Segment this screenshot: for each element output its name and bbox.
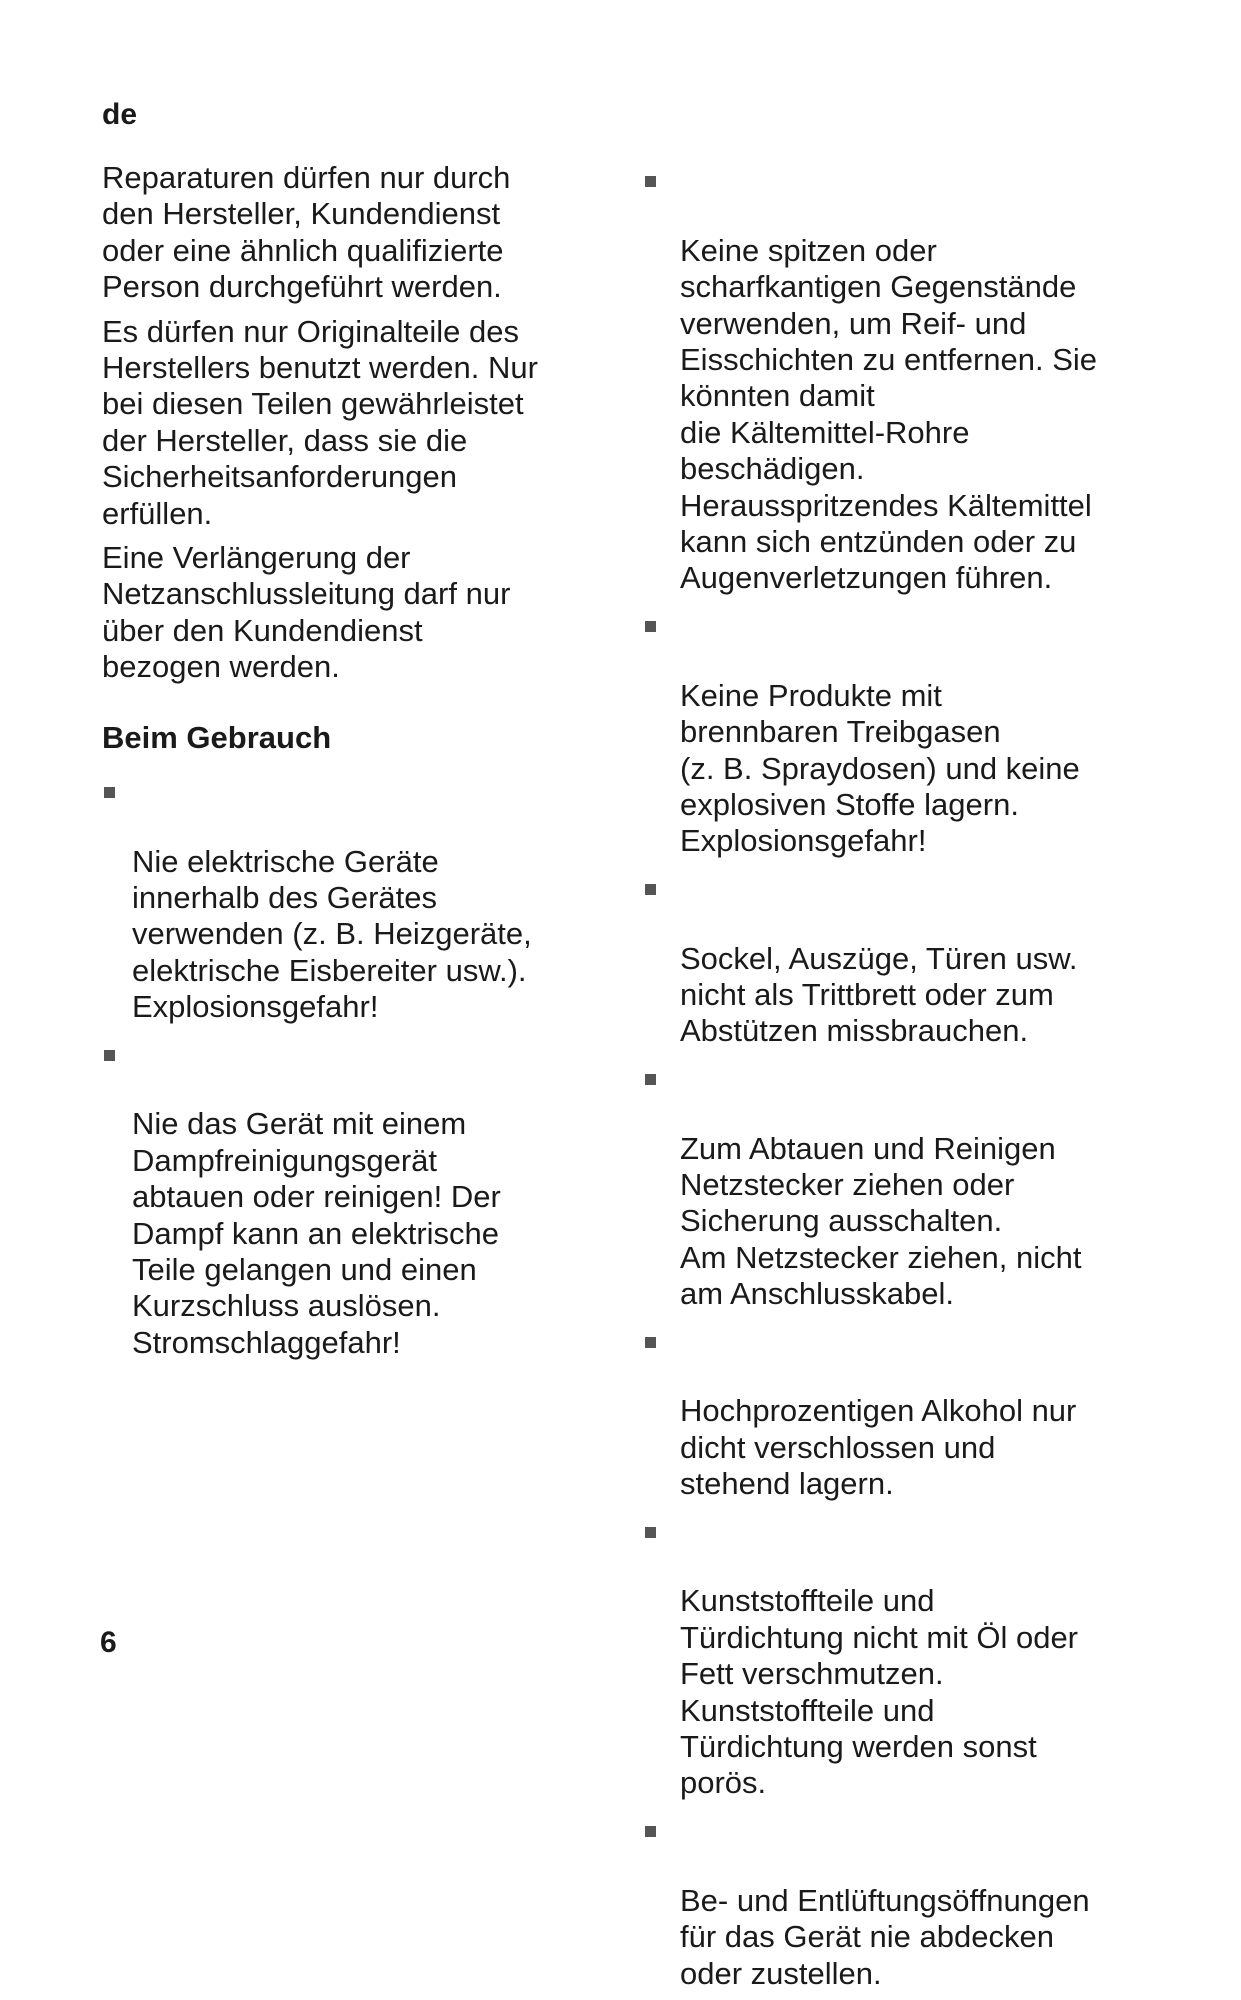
section-heading: Beim Gebrauch [102,719,332,755]
list-item-text: Be- und Entlüftungsöffnungen für das Gerät nie abdecken oder zustellen. [680,1882,1090,1991]
bullet-list-right [643,160,1173,1992]
list-item-text: Sockel, Auszüge, Türen usw. nicht als Trittbrett oder zum Abstützen missbrauchen. [680,940,1078,1049]
bullet-square-icon [645,1337,656,1348]
bullet-square-icon [104,1050,115,1061]
bullet-square-icon [645,1826,656,1837]
bullet-square-icon [645,1527,656,1538]
list-item-text: Hochprozentigen Alkohol nur dicht verschlossen und stehend lagern. [680,1393,1077,1502]
right-column [643,160,1173,2000]
paragraph-original-parts: Es dürfen nur Originalteile des Herstellers benutzt werden. Nur bei diesen Teilen gewährleistet der Hersteller, dass sie die Sicherheitsanforderungen erfüllen. [102,313,538,531]
paragraph-repairs: Reparaturen dürfen nur durch den Hersteller, Kundendienst oder eine ähnlich qualifizierte Person durchgeführt werden. [102,160,511,305]
list-item-text: Nie das Gerät mit einem Dampfreinigungsgerät abtauen oder reinigen! Der Dampf kann an elektrische Teile gelangen und einen Kurzschluss auslösen. Stromschlaggefahr! [132,1106,501,1360]
list-item-text: Zum Abtauen und Reinigen Netzstecker ziehen oder Sicherung ausschalten. Am Netzstecker ziehen, nicht am Anschlusskabel. [680,1130,1082,1312]
list-item [643,1058,1173,1313]
bullet-square-icon [645,176,656,187]
bullet-list-left [102,771,602,1362]
list-item [643,605,1173,860]
bullet-square-icon [645,621,656,632]
list-item [102,1034,602,1362]
list-item [643,868,1173,1050]
bullet-square-icon [645,884,656,895]
bullet-square-icon [104,787,115,798]
left-column [102,160,602,1369]
language-code: de [102,98,138,131]
bullet-square-icon [645,1074,656,1085]
list-item [643,1511,1173,1802]
paragraph-extension-cable: Eine Verlängerung der Netzanschlussleitung darf nur über den Kundendienst bezogen werden. [102,540,511,685]
list-item-text: Keine spitzen oder scharfkantigen Gegenstände verwenden, um Reif- und Eisschichten zu entfernen. Sie könnten damit die Kältemittel-Rohre beschädigen. Herausspritzendes Kältemittel kann sich entzünden oder zu Augenverletzungen führen. [680,232,1098,596]
list-item-text: Nie elektrische Geräte innerhalb des Gerätes verwenden (z. B. Heizgeräte, elektrische Eisbereiter usw.). Explosionsgefahr! [132,843,532,1025]
list-item-text: Kunststoffteile und Türdichtung nicht mit Öl oder Fett verschmutzen. Kunststoffteile und Türdichtung werden sonst porös. [680,1583,1079,1801]
list-item [643,1810,1173,1992]
list-item [643,1321,1173,1503]
page-number: 6 [100,1626,117,1659]
list-item-text: Keine Produkte mit brennbaren Treibgasen (z. B. Spraydosen) und keine explosiven Stoffe lagern. Explosionsgefahr! [680,677,1080,859]
list-item [102,771,602,1026]
list-item [643,160,1173,597]
